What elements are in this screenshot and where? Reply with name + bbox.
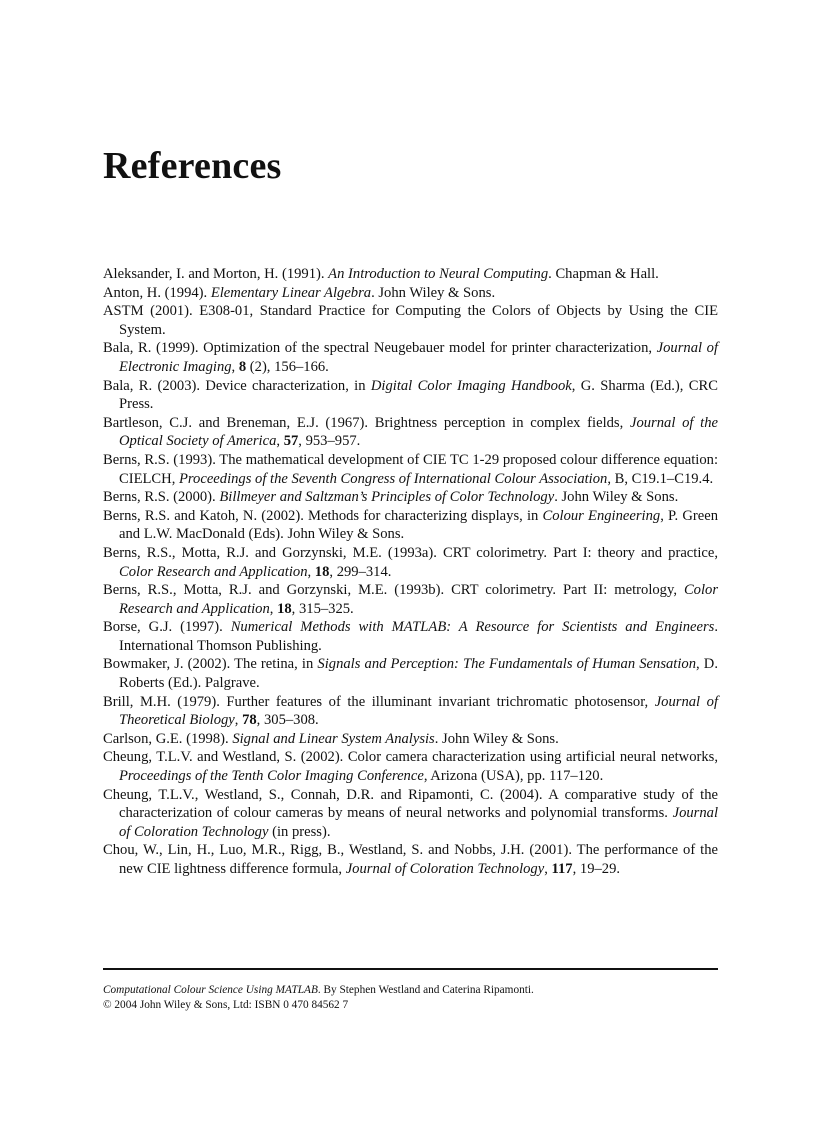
reference-italic-text: Billmeyer and Saltzman’s Principles of Color Technology bbox=[219, 489, 555, 506]
reference-volume: 117 bbox=[551, 861, 573, 877]
reference-text: , G. Sharma (Ed.), CRC Press. bbox=[119, 377, 718, 413]
reference-italic-text: Color Research and Application bbox=[119, 582, 718, 617]
reference-text: Berns, R.S., Motta, R.J. and Gorzynski, M.E. (1993a). CRT colorimetry. Part I: theory and practice, bbox=[103, 544, 718, 561]
reference-text: , bbox=[544, 861, 552, 877]
footer-rule bbox=[103, 968, 718, 970]
reference-text: Borse, G.J. (1997). bbox=[103, 619, 231, 636]
reference-text: , bbox=[307, 563, 315, 580]
reference-entry bbox=[103, 302, 718, 339]
reference-entry bbox=[103, 414, 718, 451]
footer-line-1 bbox=[103, 983, 534, 998]
reference-italic-text: Journal of Electronic Imaging bbox=[119, 340, 718, 375]
reference-italic-text: Signal and Linear System Analysis bbox=[232, 730, 435, 747]
reference-entry bbox=[103, 284, 718, 303]
reference-text: Cheung, T.L.V. and Westland, S. (2002). Color camera characterization using artificial neural networks, bbox=[103, 749, 718, 766]
reference-text: , bbox=[231, 358, 239, 375]
reference-text: ASTM (2001). E308-01, Standard Practice for Computing the Colors of Objects by Using the CIE System. bbox=[103, 303, 718, 338]
reference-text: Brill, M.H. (1979). Further features of the illuminant invariant trichromatic photosensor, bbox=[103, 693, 655, 710]
reference-text: Aleksander, I. and Morton, H. (1991). bbox=[103, 266, 329, 282]
reference-text: . Chapman & Hall. bbox=[548, 266, 659, 282]
reference-italic-text: Journal of Coloration Technology bbox=[119, 805, 718, 840]
reference-italic-text: Proceedings of the Tenth Color Imaging Conference bbox=[119, 768, 424, 785]
footer-book-title: Computational Colour Science Using MATLAB bbox=[103, 984, 318, 996]
reference-italic-text: Color Research and Application bbox=[119, 563, 308, 580]
reference-entry bbox=[103, 655, 718, 692]
reference-entry bbox=[103, 786, 718, 842]
reference-italic-text: Numerical Methods with MATLAB: A Resource for Scientists and Engineers bbox=[230, 619, 715, 636]
reference-volume: 78 bbox=[242, 712, 257, 729]
page-title: References bbox=[103, 145, 282, 187]
reference-text: Berns, R.S. (1993). The mathematical development of CIE TC 1-29 proposed colour difference equation: CIELCH, bbox=[103, 451, 718, 487]
reference-volume: 57 bbox=[283, 433, 299, 450]
footer-line-2: © 2004 John Wiley & Sons, Ltd: ISBN 0 470 84562 7 bbox=[103, 999, 349, 1011]
reference-italic-text: Proceedings of the Seventh Congress of International Colour Association bbox=[179, 470, 608, 487]
reference-text: Berns, R.S. and Katoh, N. (2002). Methods for characterizing displays, in bbox=[103, 507, 543, 524]
reference-text: , 315–325. bbox=[291, 600, 354, 617]
reference-entry bbox=[103, 451, 718, 488]
reference-text: Bartleson, C.J. and Breneman, E.J. (1967). Brightness perception in complex fields, bbox=[103, 414, 630, 431]
reference-text: , 305–308. bbox=[256, 712, 319, 729]
reference-text: , P. Green and L.W. MacDonald (Eds). John Wiley & Sons. bbox=[119, 507, 718, 543]
reference-text: Berns, R.S. (2000). bbox=[103, 489, 220, 506]
reference-entry bbox=[103, 748, 718, 785]
reference-text: Chou, W., Lin, H., Luo, M.R., Rigg, B., Westland, S. and Nobbs, J.H. (2001). The performance of the new CIE lightness difference formula, bbox=[103, 842, 718, 877]
reference-entry bbox=[103, 339, 718, 376]
reference-text: Bala, R. (1999). Optimization of the spectral Neugebauer model for printer characterization, bbox=[103, 340, 657, 357]
reference-volume: 8 bbox=[238, 358, 247, 375]
reference-text: Bala, R. (2003). Device characterization, in bbox=[103, 377, 371, 394]
reference-entry bbox=[103, 377, 718, 414]
reference-text: , 19–29. bbox=[572, 861, 621, 877]
reference-list bbox=[103, 265, 718, 879]
reference-italic-text: Colour Engineering bbox=[542, 507, 661, 524]
reference-text: , bbox=[234, 712, 243, 729]
reference-entry bbox=[103, 618, 718, 655]
reference-text: . International Thomson Publishing. bbox=[119, 619, 718, 654]
reference-text: , B, C19.1–C19.4. bbox=[607, 470, 714, 487]
reference-text: (2), 156–166. bbox=[246, 358, 329, 375]
reference-entry bbox=[103, 544, 718, 581]
reference-italic-text: An Introduction to Neural Computing bbox=[328, 266, 549, 282]
reference-text: . John Wiley & Sons. bbox=[434, 730, 559, 747]
reference-italic-text: Signals and Perception: The Fundamentals of Human Sensation bbox=[317, 656, 697, 673]
reference-text: , D. Roberts (Ed.). Palgrave. bbox=[119, 656, 718, 692]
footer-authors: . By Stephen Westland and Caterina Ripamonti. bbox=[317, 984, 534, 996]
reference-text: . John Wiley & Sons. bbox=[554, 489, 679, 506]
footer-copyright bbox=[103, 983, 534, 1013]
reference-volume: 18 bbox=[277, 600, 292, 617]
reference-text: (in press). bbox=[268, 823, 331, 840]
reference-entry bbox=[103, 581, 718, 618]
reference-text: , bbox=[269, 600, 278, 617]
reference-italic-text: Journal of Theoretical Biology bbox=[119, 693, 719, 729]
reference-italic-text: Digital Color Imaging Handbook bbox=[370, 377, 572, 394]
reference-text: , bbox=[276, 433, 284, 450]
reference-entry bbox=[103, 488, 718, 507]
reference-italic-text: Elementary Linear Algebra bbox=[210, 284, 372, 301]
reference-italic-text: Journal of the Optical Society of America bbox=[119, 414, 718, 450]
reference-text: Carlson, G.E. (1998). bbox=[103, 730, 233, 747]
reference-text: , Arizona (USA), pp. 117–120. bbox=[423, 768, 604, 785]
reference-text: Anton, H. (1994). bbox=[103, 284, 211, 301]
reference-text: . John Wiley & Sons. bbox=[371, 284, 496, 301]
reference-volume: 18 bbox=[314, 563, 330, 580]
reference-italic-text: Journal of Coloration Technology bbox=[345, 861, 545, 877]
reference-text: Cheung, T.L.V., Westland, S., Connah, D.R. and Ripamonti, C. (2004). A comparative study of the characterization of colour cameras by means of neural networks and polynomial transforms. bbox=[103, 786, 718, 822]
reference-entry bbox=[103, 507, 718, 544]
reference-entry bbox=[103, 730, 718, 749]
reference-text: Berns, R.S., Motta, R.J. and Gorzynski, M.E. (1993b). CRT colorimetry. Part II: metrology, bbox=[103, 582, 684, 599]
reference-text: , 299–314. bbox=[329, 563, 392, 580]
reference-text: Bowmaker, J. (2002). The retina, in bbox=[103, 656, 318, 673]
reference-text: , 953–957. bbox=[298, 433, 361, 450]
reference-entry bbox=[103, 841, 718, 878]
reference-entry bbox=[103, 693, 718, 730]
reference-entry bbox=[103, 265, 718, 284]
